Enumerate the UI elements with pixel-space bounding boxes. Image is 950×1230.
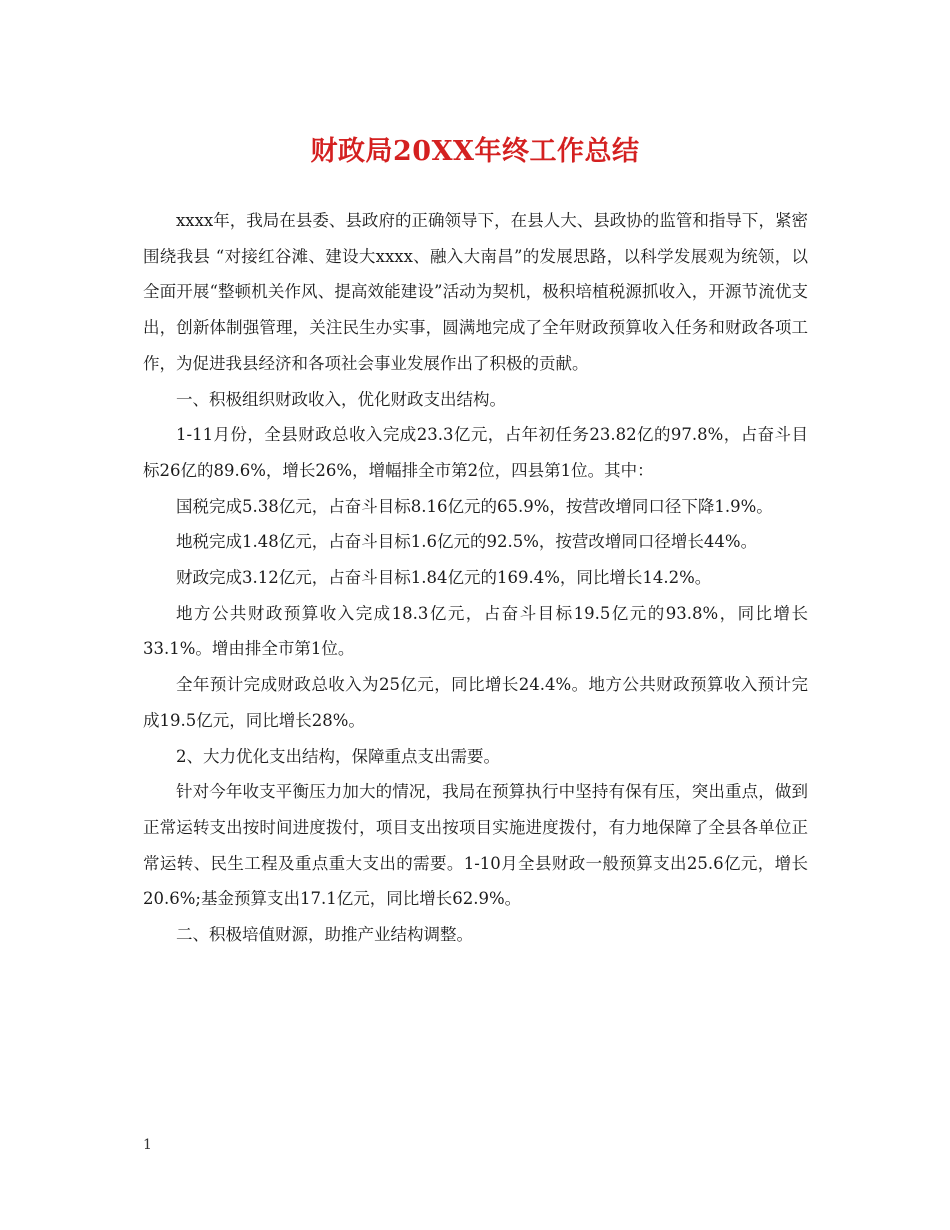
paragraph-expenditure: 针对今年收支平衡压力加大的情况，我局在预算执行中坚持有保有压，突出重点，做到正常运转支出按时间进度拨付，项目支出按项目实施进度拨付，有力地保障了全县各单位正常运转、民生工程及重点重大支出的需要。1-10月全县财政一般预算支出25.6亿元，增长20.6%;基金预算支出17.1亿元，同比增长62.9%。 xyxy=(143,782,808,909)
document-title: 财政局20XX年终工作总结 xyxy=(310,136,640,167)
paragraph-intro: xxxx年，我局在县委、县政府的正确领导下，在县人大、县政协的监管和指导下，紧密围绕我县 “对接红谷滩、建设大xxxx、融入大南昌”的发展思路，以科学发展观为统领，以全面开展“整顿机关作风、提高效能建设”活动为契机，极积培植税源抓收入，开源节流优支出，创新体制强管理，关注民生办实事，圆满地完成了全年财政预算收入任务和财政各项工作，为促进我县经济和各项社会事业发展作出了积极的贡献。 xyxy=(143,211,808,373)
section-heading-1: 一、积极组织财政收入，优化财政支出结构。 xyxy=(176,389,506,409)
section-heading-2: 二、积极培值财源，助推产业结构调整。 xyxy=(176,925,473,945)
page-number: 1 xyxy=(143,1137,152,1153)
document-body xyxy=(143,203,808,953)
subsection-heading-2: 2、大力优化支出结构，保障重点支出需要。 xyxy=(176,746,500,766)
paragraph-annual-forecast: 全年预计完成财政总收入为25亿元，同比增长24.4%。地方公共财政预算收入预计完成19.5亿元，同比增长28%。 xyxy=(143,675,808,730)
paragraph-public-budget: 地方公共财政预算收入完成18.3亿元，占奋斗目标19.5亿元的93.8%，同比增长33.1%。增由排全市第1位。 xyxy=(143,603,808,659)
paragraph-total-revenue: 1-11月份，全县财政总收入完成23.3亿元，占年初任务23.82亿的97.8%，占奋斗目标26亿的89.6%，增长26%，增幅排全市第2位，四县第1位。其中： xyxy=(143,425,808,480)
paragraph-national-tax: 国税完成5.38亿元，占奋斗目标8.16亿元的65.9%，按营改增同口径下降1.9%。 xyxy=(176,496,773,516)
paragraph-finance: 财政完成3.12亿元，占奋斗目标1.84亿元的169.4%，同比增长14.2%。 xyxy=(176,568,712,588)
paragraph-local-tax: 地税完成1.48亿元，占奋斗目标1.6亿元的92.5%，按营改增同口径增长44%。 xyxy=(176,532,758,552)
